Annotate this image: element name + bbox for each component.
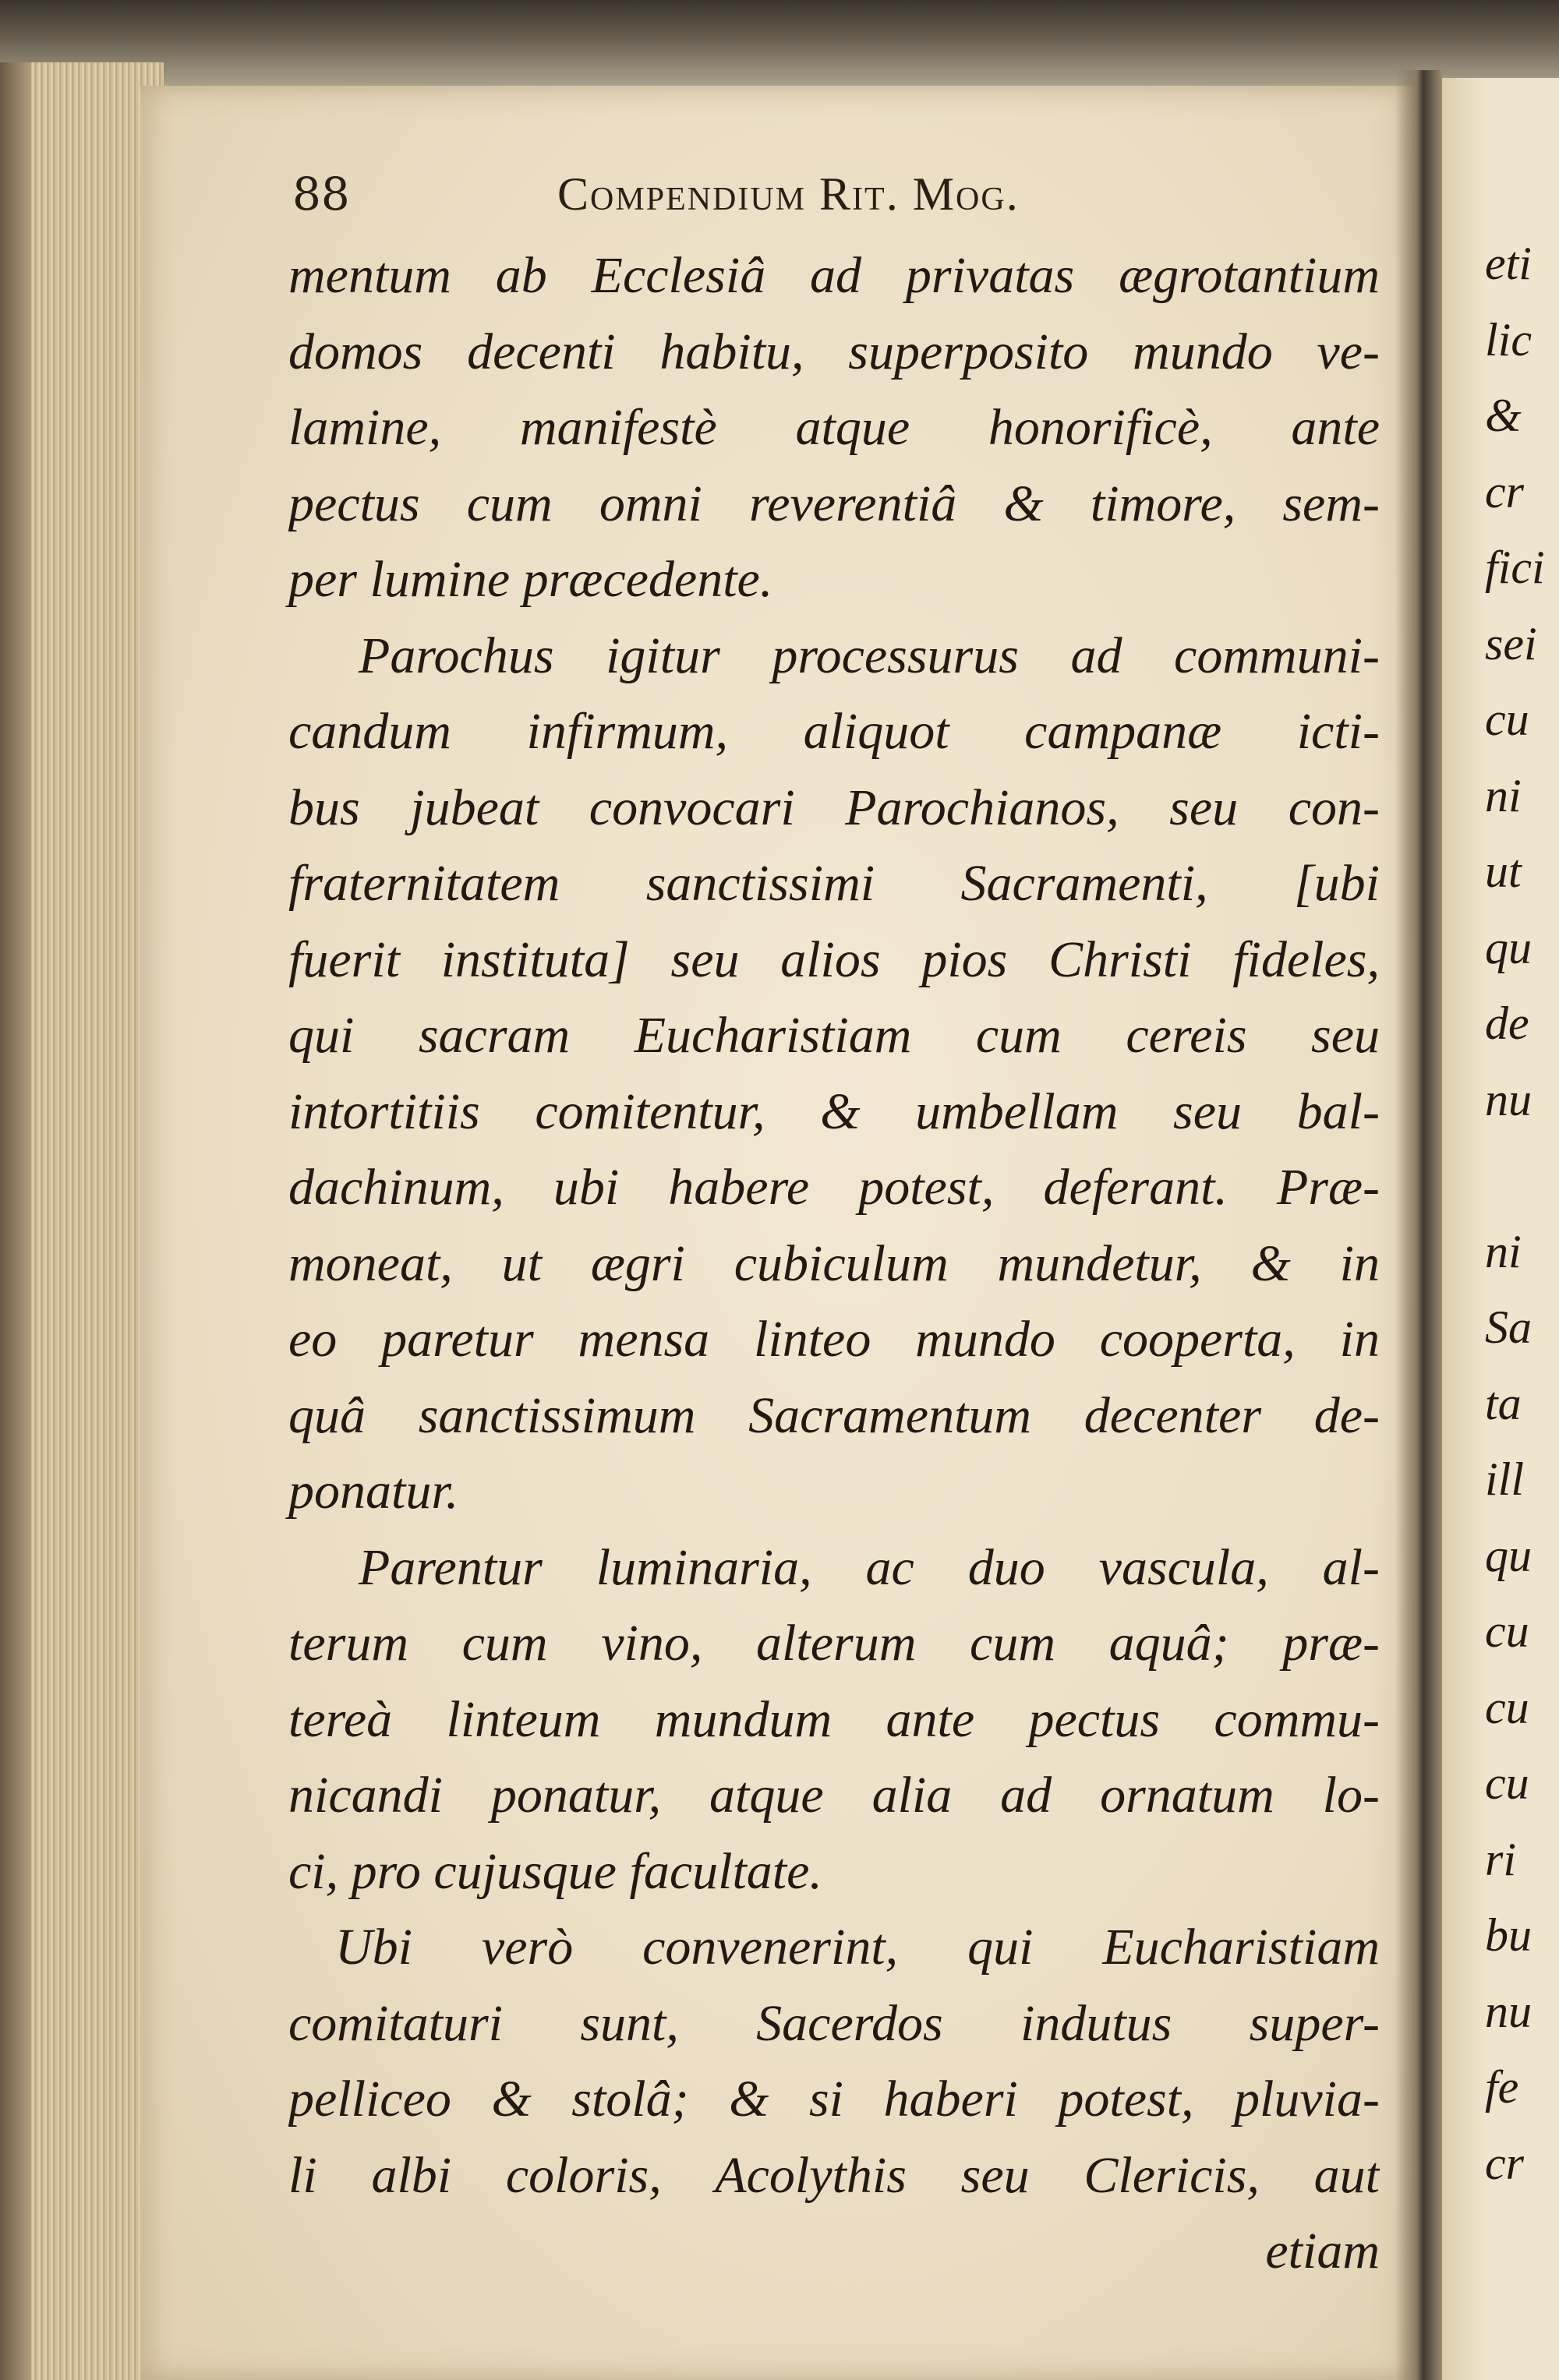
text-line: dachinum, ubi habere potest, deferant. Præ-: [288, 1159, 1380, 1216]
text-line: fraternitatem sanctissimi Sacramenti, [ubi: [288, 855, 1380, 912]
text-line: ponatur.: [288, 1463, 459, 1520]
book-top-edge: [0, 0, 1559, 94]
fragment: de: [1485, 998, 1529, 1049]
text-line: intortitiis comitentur, & umbellam seu bal-: [288, 1082, 1380, 1140]
text-line: pelliceo & stolâ; & si haberi potest, pluvia-: [288, 2071, 1380, 2128]
text-line: moneat, ut ægri cubiculum mundetur, & in: [288, 1234, 1380, 1292]
fragment: cr: [1485, 2137, 1524, 2189]
fragment: ta: [1485, 1377, 1522, 1429]
text-line: nicandi ponatur, atque alia ad ornatum lo-: [288, 1767, 1380, 1824]
text-line: tereà linteum mundum ante pectus commu-: [288, 1690, 1380, 1748]
text-line: eo paretur mensa linteo mundo cooperta, in: [288, 1311, 1380, 1368]
text-line: ci, pro cujusque facultate.: [288, 1842, 822, 1900]
text-line: candum infirmum, aliquot campanæ icti-: [288, 703, 1380, 760]
fragment: ni: [1485, 1225, 1522, 1277]
binding-shadow: [0, 62, 31, 2380]
fragment: cu: [1485, 1681, 1529, 1733]
fragment: bu: [1485, 1909, 1532, 1961]
fragment: cu: [1485, 1605, 1529, 1657]
fragment: qu: [1485, 1529, 1532, 1581]
fragment: ri: [1485, 1833, 1517, 1885]
fragment: ni: [1485, 769, 1522, 821]
text-line: pectus cum omni reverentiâ & timore, sem-: [288, 475, 1380, 532]
text-line: mentum ab Ecclesiâ ad privatas ægrotantium: [288, 247, 1380, 304]
fragment: cu: [1485, 694, 1529, 745]
fragment: eti: [1485, 238, 1532, 289]
fragment: fe: [1485, 2061, 1519, 2113]
text-line: comitaturi sunt, Sacerdos indutus super-: [288, 1994, 1380, 2052]
fragment: ill: [1485, 1453, 1525, 1505]
catchword: etiam: [1265, 2223, 1380, 2279]
text-line: per lumine præcedente.: [288, 551, 773, 608]
fragment: lic: [1485, 313, 1532, 365]
page-number: 88: [292, 168, 350, 221]
text-line: fuerit instituta] seu alios pios Christi fideles,: [288, 930, 1380, 988]
fragment: [1485, 1138, 1559, 1214]
fragment: sei: [1485, 617, 1537, 669]
text-line: quâ sanctissimum Sacramentum decenter de-: [288, 1386, 1380, 1444]
page-header: [292, 160, 1384, 230]
text-line: bus jubeat convocari Parochianos, seu con-: [288, 779, 1380, 836]
running-title: Compendium Rit. Mog.: [557, 168, 1020, 220]
right-page-fragments: [1485, 226, 1559, 2202]
text-line: qui sacram Eucharistiam cum cereis seu: [288, 1007, 1380, 1064]
fragment: cr: [1485, 465, 1524, 517]
fragment: qu: [1485, 921, 1532, 973]
fragment: Sa: [1485, 1301, 1532, 1353]
fragment: fici: [1485, 542, 1545, 593]
book-gutter: [1395, 70, 1442, 2380]
fragment: ut: [1485, 846, 1522, 897]
text-line: lamine, manifestè atque honorificè, ante: [288, 399, 1380, 456]
body-text: [288, 238, 1380, 2290]
paragraph-start-line: Parochus igitur processurus ad communi-: [359, 627, 1380, 684]
text-line: terum cum vino, alterum cum aquâ; præ-: [288, 1615, 1380, 1672]
fragment: cu: [1485, 1757, 1529, 1809]
fragment: nu: [1485, 1985, 1532, 2037]
fragment: nu: [1485, 1073, 1532, 1125]
text-line: domos decenti habitu, superposito mundo ve-: [288, 323, 1380, 380]
text-line: li albi coloris, Acolythis seu Clericis, aut: [288, 2146, 1380, 2204]
paragraph-start-line: Parentur luminaria, ac duo vascula, al-: [359, 1538, 1380, 1596]
fragment: &: [1485, 390, 1522, 441]
paragraph-start-line: Ubi verò convenerint, qui Eucharistiam: [335, 1919, 1380, 1976]
